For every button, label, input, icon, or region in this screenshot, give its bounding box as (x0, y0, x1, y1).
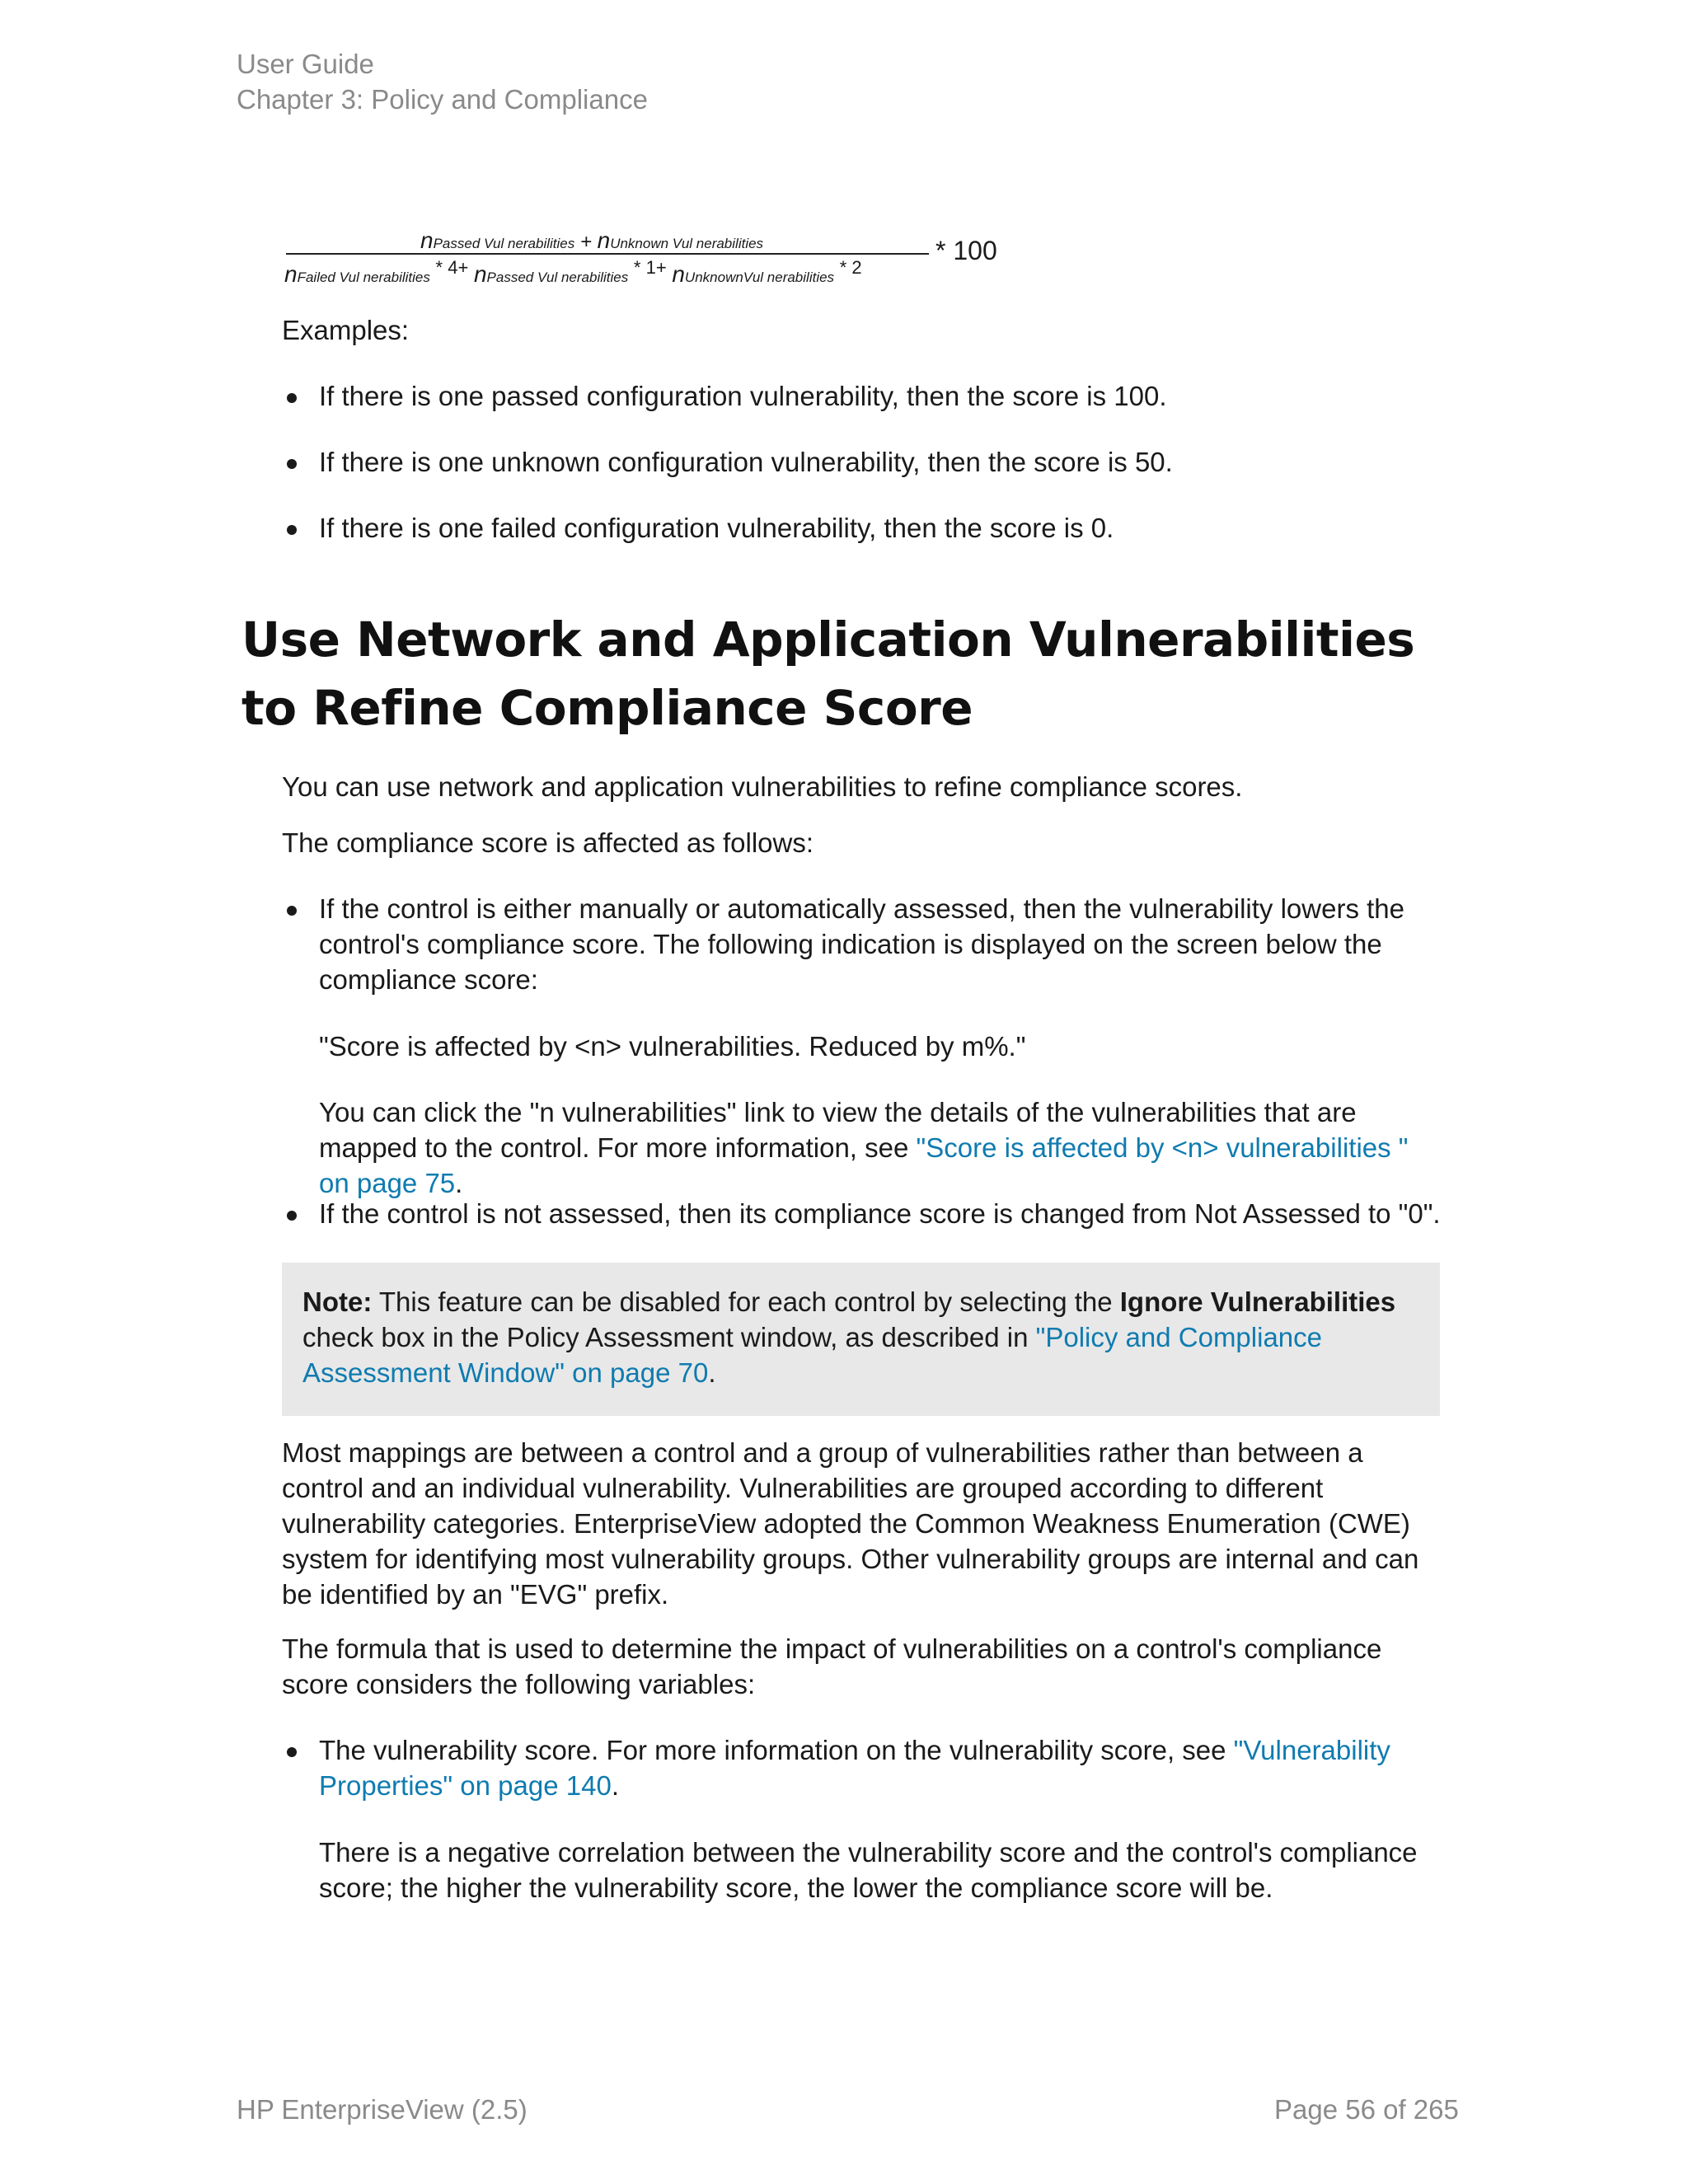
formula-numerator (420, 227, 763, 254)
click-paragraph (319, 1094, 1444, 1201)
formula-subscript: Failed Vul nerabilities (297, 269, 430, 285)
formula-operator: * 1+ (633, 257, 667, 278)
running-header (237, 46, 648, 117)
formula-denominator (284, 257, 862, 288)
bullet-icon (287, 459, 297, 469)
sentence-end: . (455, 1168, 463, 1198)
footer-product: HP EnterpriseView (2.5) (237, 2094, 528, 2125)
sentence-end: . (611, 1770, 619, 1801)
formula-operator: * 2 (839, 257, 862, 278)
list-item-text: If there is one passed configuration vulnerability, then the score is 100. (319, 381, 1167, 411)
var1-text: The vulnerability score. For more information on the vulnerability score, see (319, 1735, 1234, 1765)
list-item (282, 510, 1444, 546)
intro-paragraph: You can use network and application vulnerabilities to refine compliance scores. (282, 771, 1243, 802)
list-item-text: If there is one unknown configuration vulnerability, then the score is 50. (319, 447, 1173, 477)
bullet-icon (287, 906, 297, 916)
list-item (282, 1196, 1444, 1231)
correlation-paragraph: There is a negative correlation between the vulnerability score and the control's compliance score; the higher the vulnerability score, the lower the compliance score will be. (319, 1837, 1418, 1903)
formula-operator: + (579, 231, 592, 253)
affected-paragraph: The compliance score is affected as follows: (282, 827, 814, 858)
vulnerability-properties-link[interactable]: "Vulnerability Properties" on page 140 (319, 1735, 1390, 1801)
bullet-icon (287, 393, 297, 403)
list-item (282, 1732, 1444, 1803)
formula-intro-paragraph: The formula that is used to determine the impact of vulnerabilities on a control's compliance score considers the following variables: (282, 1633, 1382, 1699)
formula-var: n (284, 261, 298, 287)
list-item (282, 444, 1444, 480)
footer-page-number: Page 56 of 265 (1274, 2094, 1459, 2125)
formula-var: n (597, 227, 611, 253)
formula-multiplier: * 100 (935, 236, 997, 265)
list-item (282, 378, 1444, 414)
examples-label: Examples: (282, 315, 410, 345)
formula-var: n (672, 261, 685, 287)
mappings-paragraph: Most mappings are between a control and a group of vulnerabilities rather than between a control and an individual vulnerability. Vulnerabilities are grouped according to different vulnerability categories. EnterpriseView adopted the Common Weakness Enumeration (CWE) system for identifying most vulnerability groups. Other vulnerability groups are internal and can be identified by an "EVG" prefix. (282, 1437, 1419, 1610)
note-label: Note: (302, 1286, 373, 1317)
score-affected-link[interactable]: "Score is affected by <n> vulnerabilities " on page 75 (319, 1132, 1409, 1198)
note-text-part: check box in the Policy Assessment window, as described in (302, 1322, 1036, 1352)
formula-subscript: Passed Vul nerabilities (433, 236, 575, 251)
bullet-icon (287, 525, 297, 535)
formula-subscript: Passed Vul nerabilities (486, 269, 629, 285)
formula-subscript: Unknown Vul nerabilities (610, 236, 764, 251)
note-text (302, 1284, 1423, 1390)
assessment-window-link[interactable]: "Policy and Compliance Assessment Window" on page 70 (302, 1322, 1323, 1388)
formula-var: n (473, 261, 487, 287)
note-text-part: This feature can be disabled for each control by selecting the (372, 1286, 1120, 1317)
formula-subscript: UnknownVul nerabilities (684, 269, 835, 285)
ignore-vulnerabilities-label: Ignore Vulnerabilities (1119, 1286, 1396, 1317)
score-formula (284, 221, 1010, 295)
list-item-text: If there is one failed configuration vulnerability, then the score is 0. (319, 513, 1114, 543)
formula-var: n (420, 227, 434, 253)
fraction-bar (286, 253, 929, 255)
doc-title: User Guide (237, 49, 374, 79)
list-item-text: If the control is either manually or automatically assessed, then the vulnerability lowers the control's compliance score. The following indication is displayed on the screen below the compliance score: (319, 893, 1404, 995)
score-quote: "Score is affected by <n> vulnerabilities. Reduced by m%." (319, 1031, 1026, 1062)
bullet-icon (287, 1211, 297, 1221)
sentence-end: . (708, 1357, 716, 1388)
bullet-icon (287, 1747, 297, 1757)
list-item (282, 891, 1444, 997)
chapter-title: Chapter 3: Policy and Compliance (237, 84, 648, 115)
section-heading: Use Network and Application Vulnerabilities to Refine Compliance Score (241, 612, 1415, 736)
click-text: You can click the "n vulnerabilities" link to view the details of the vulnerabilities that are mapped to the control. For more information, see (319, 1097, 1357, 1163)
list-item-text: If the control is not assessed, then its compliance score is changed from Not Assessed to "0". (319, 1198, 1441, 1229)
list-item-text (319, 1732, 1444, 1803)
formula-operator: * 4+ (435, 257, 469, 278)
note-box (282, 1263, 1440, 1416)
